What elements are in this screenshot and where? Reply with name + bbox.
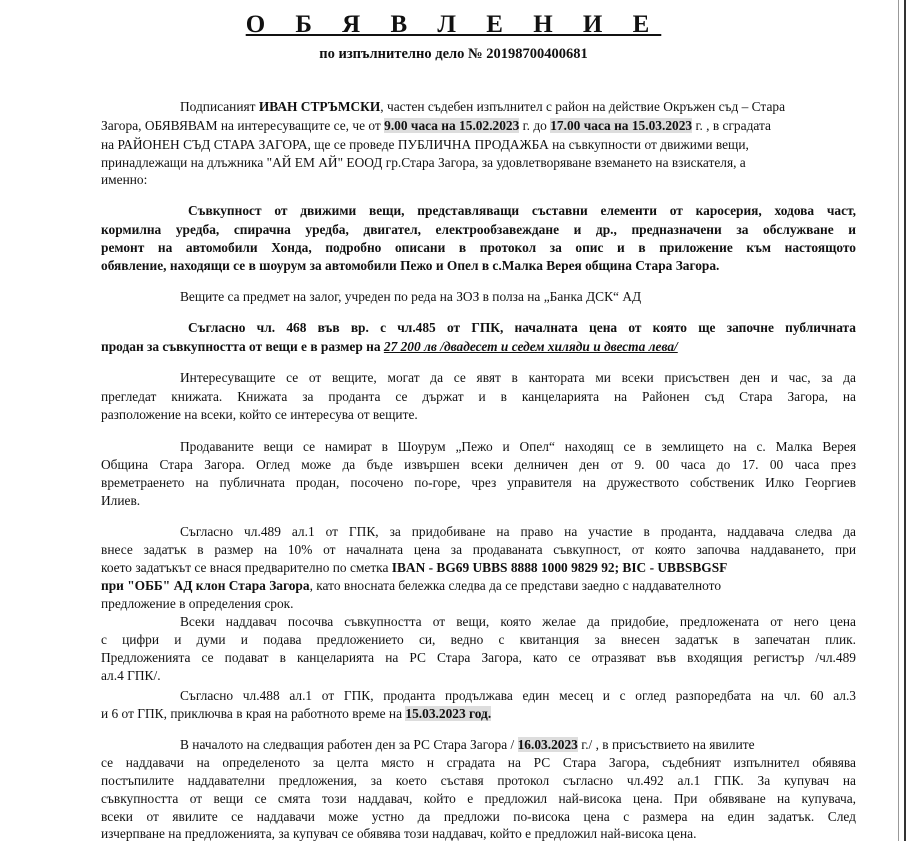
text-line: съвкупността от вещи се смята този наддавач, който е предложил най-висока цена. При обявяване на купувача, bbox=[101, 791, 856, 806]
text-line: принадлежащи на длъжника "АЙ ЕМ АЙ" ЕООД гр.Стара Загора, за удовлетворяване вземането на взискателя, а bbox=[101, 155, 746, 170]
text-line: постъпилите наддавателни предложения, за което съставя протокол съгласно чл.492 ал.1 ГПК. За купувач на bbox=[101, 773, 856, 788]
text-line: което задатъкът се внася предварително по сметка IBAN - BG69 UBBS 8888 1000 9829 92; BIC - UBBSBGSF bbox=[101, 560, 728, 575]
text-line: Съгласно чл.488 ал.1 от ГПК, проданта продължава един месец и с оглед разпоредбата на чл. 60 ал.3 bbox=[180, 688, 856, 703]
text-line: всеки от явилите се наддавачи може устно да предложи по-висока цена с размера на един задатък. След bbox=[101, 809, 856, 824]
text-line: Община Стара Загора. Оглед може да бъде извършен всеки делничен ден от 9. 00 часа до 17. 00 часа през bbox=[101, 457, 856, 472]
text-line: ремонт на автомобили Хонда, подробно описани в протокол за опис и в приложение към настоящото bbox=[101, 240, 856, 255]
text-line: Съгласно чл.489 ал.1 от ГПК, за придобиване на право на участие в проданта, наддавача следва да bbox=[180, 524, 856, 539]
text-line: прегледат книжата. Книжата за проданта се държат и в канцеларията на Районен съд Стара Загора, на bbox=[101, 389, 856, 404]
text-line: с цифри и думи и подава предложението си, ведно с квитанция за внесен задатък в запечатан плик. bbox=[101, 632, 856, 647]
bank-account: IBAN - BG69 UBBS 8888 1000 9829 92; BIC - UBBSBGSF bbox=[391, 560, 728, 575]
bank-branch: при "ОББ" АД клон Стара Загора bbox=[101, 578, 310, 593]
text-line: Всеки наддавач посочва съвкупността от вещи, която желае да придобие, предложената от него цена bbox=[180, 614, 856, 629]
text-line: именно: bbox=[101, 172, 148, 187]
text-line: Подписаният ИВАН СТРЪМСКИ, частен съдебен изпълнител с район на действие Окръжен съд – Стара bbox=[180, 99, 786, 114]
text-line: ал.4 ГПК/. bbox=[101, 668, 161, 683]
text-line: Продаваните вещи се намират в Шоурум „Пежо и Опел“ находящ се в землището на с. Малка Верея bbox=[180, 439, 856, 454]
text-line: времетраенето на публичната продан, посочено по-горе, чрез управителя на дружеството собственик Илко Георгиев bbox=[101, 475, 856, 490]
text-line: на РАЙОНЕН СЪД СТАРА ЗАГОРА, ще се проведе ПУБЛИЧНА ПРОДАЖБА на съвкупности от движими вещи, bbox=[101, 137, 749, 152]
scan-edge-inner bbox=[898, 0, 899, 841]
text-line: Загора, ОБЯВЯВАМ на интересуващите се, че от 9.00 часа на 15.02.2023 г. до 17.00 часа на 15.03.2023 г. , в сградата bbox=[101, 118, 771, 133]
end-date: 15.03.2023 год. bbox=[405, 706, 492, 721]
text-line: Илиев. bbox=[101, 493, 141, 508]
text-line: внесе задатък в размер на 10% от началната цена за продаваната съвкупност, от която започва наддаването, при bbox=[101, 542, 856, 557]
text-line: Интересуващите се от вещите, могат да се явят в кантората ми всеки присъствен ден и час, за да bbox=[180, 370, 856, 385]
case-number: по изпълнително дело № 20198700400681 bbox=[319, 46, 588, 62]
executor-name: ИВАН СТРЪМСКИ bbox=[258, 99, 381, 114]
text-line: Съгласно чл. 468 във вр. с чл.485 от ГПК, началната цена от която ще започне публичната bbox=[188, 320, 856, 335]
text-line: предложение в определения срок. bbox=[101, 596, 294, 611]
text-line: при "ОББ" АД клон Стара Загора, като вносната бележка следва да се представи заедно с наддавателното bbox=[101, 578, 722, 593]
start-datetime: 9.00 часа на 15.02.2023 bbox=[384, 118, 520, 133]
text-line: обявление, находящи се в шоурум за автомобили Пежо и Опел в с.Малка Верея община Стара Загора. bbox=[101, 258, 720, 273]
document-title: О Б Я В Л Е Н И Е bbox=[245, 11, 662, 38]
text-line: изчерпване на предложенията, за купувач се обявява този наддавач, който е предложил най-висока цена. bbox=[101, 826, 697, 841]
text-line: В началото на следващия работен ден за РС Стара Загора / 16.03.2023 г./ , в присъствието на явилите bbox=[180, 737, 755, 752]
text-line: продан за съвкупността от вещи е в размер на 27 200 лв /двадесет и седем хиляди и двеста лева/ bbox=[101, 339, 678, 354]
text-line: разположение на всеки, който се интересува от вещите. bbox=[101, 407, 418, 422]
end-datetime: 17.00 часа на 15.03.2023 bbox=[550, 118, 693, 133]
text-line: Съвкупност от движими вещи, представляващи съставни елементи от каросерия, ходова част, bbox=[188, 203, 856, 218]
text-line: Предложенията се подават в канцеларията на РС Стара Загора, като се отразяват във входящия регистър /чл.489 bbox=[101, 650, 856, 665]
opening-date: 16.03.2023 bbox=[517, 737, 578, 752]
scan-edge bbox=[904, 0, 906, 841]
paragraph-pledge: Вещите са предмет на залог, учреден по реда на ЗОЗ в полза на „Банка ДСК“ АД bbox=[180, 289, 642, 304]
text-line: се наддавачи на определеното за целта място н сградата на РС Стара Загора, съдебният изпълнител обявява bbox=[101, 755, 856, 770]
text-line: кормилна уредба, спирачна уредба, двигател, електрообзавеждане и др., предназначени за обслужване и bbox=[101, 222, 856, 237]
text-line: и 6 от ГПК, приключва в края на работното време на 15.03.2023 год. bbox=[101, 706, 492, 721]
starting-price: 27 200 лв /двадесет и седем хиляди и двеста лева/ bbox=[383, 339, 678, 354]
